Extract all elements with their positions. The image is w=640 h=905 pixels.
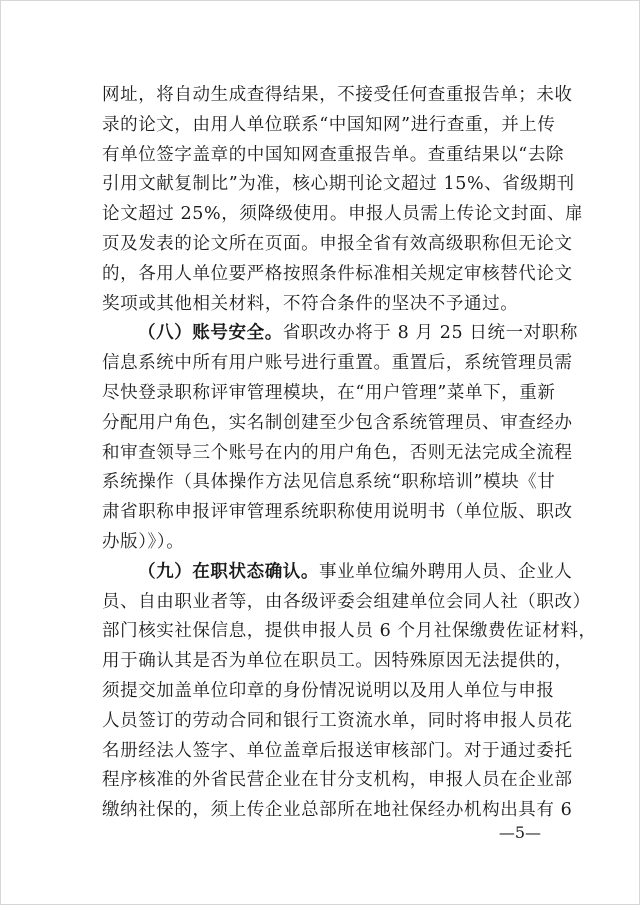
text-line: 员、自由职业者等，由各级评委会组建单位会同人社（职改） (102, 591, 591, 612)
text-line: 分配用户角色，实名制创建至少包含系统管理员、审查经办 (102, 412, 573, 433)
text-line: 名册经法人签字、单位盖章后报送审核部门。对于通过委托 (102, 740, 573, 761)
text-line: 系统操作（具体操作方法见信息系统“职称培训”模块《甘 (102, 472, 556, 493)
text-line: 引用文献复制比”为准，核心期刊论文超过 15%、省级期刊 (102, 174, 575, 195)
text-line: 须提交加盖单位印章的身份情况说明以及用人单位与申报 (102, 680, 555, 701)
text-line: 录的论文，由用人单位联系“中国知网”进行查重，并上传 (102, 114, 556, 135)
text-line: 页及发表的论文所在页面。申报全省有效高级职称但无论文 (102, 233, 573, 254)
text-line: 用于确认其是否为单位在职员工。因特殊原因无法提供的， (102, 651, 573, 672)
text-line: 有单位签字盖章的中国知网查重报告单。查重结果以“去除 (102, 144, 565, 165)
page-number: —5— (498, 823, 541, 842)
text-line: 肃省职称申报评审管理系统职称使用说明书（单位版、职改 (102, 502, 573, 523)
paragraph-first-line (102, 558, 573, 588)
text-line: 人员签订的劳动合同和银行工资流水单，同时将申报人员花 (102, 710, 573, 731)
text-line: 尽快登录职称评审管理模块，在“用户管理”菜单下，重新 (102, 382, 556, 403)
text-line: 的，各用人单位要严格按照条件标准相关规定审核替代论文 (102, 263, 573, 284)
text-line: 论文超过 25%，须降级使用。申报人员需上传论文封面、扉 (102, 204, 584, 225)
text-line: 信息系统中所有用户账号进行重置。重置后，系统管理员需 (102, 353, 573, 374)
text-fragment: 事业单位编外聘用人员、企业人 (319, 561, 573, 582)
text-line: 奖项或其他相关材料，不符合条件的坚决不予通过。 (102, 293, 519, 314)
text-line: 部门核实社保信息，提供申报人员 6 个月社保缴费佐证材料， (102, 621, 597, 642)
text-line: 和审查领导三个账号在内的用户角色，否则无法完成全流程 (102, 442, 573, 463)
section-heading-employment-status: （九）在职状态确认。 (138, 561, 319, 582)
section-heading-account-security: （八）账号安全。 (138, 323, 283, 344)
text-fragment: 省职改办将于 8 月 25 日统一对职称 (282, 323, 578, 344)
text-line: 办版）》）。 (102, 531, 185, 552)
text-line: 程序核准的外省民营企业在甘分支机构，申报人员在企业部 (102, 770, 573, 791)
paragraph-first-line (102, 319, 578, 349)
text-line: 缴纳社保的，须上传企业总部所在地社保经办机构出具有 6 (102, 800, 573, 821)
text-line: 网址，将自动生成查得结果，不接受任何查重报告单；未收 (102, 85, 573, 105)
document-body (102, 81, 597, 826)
